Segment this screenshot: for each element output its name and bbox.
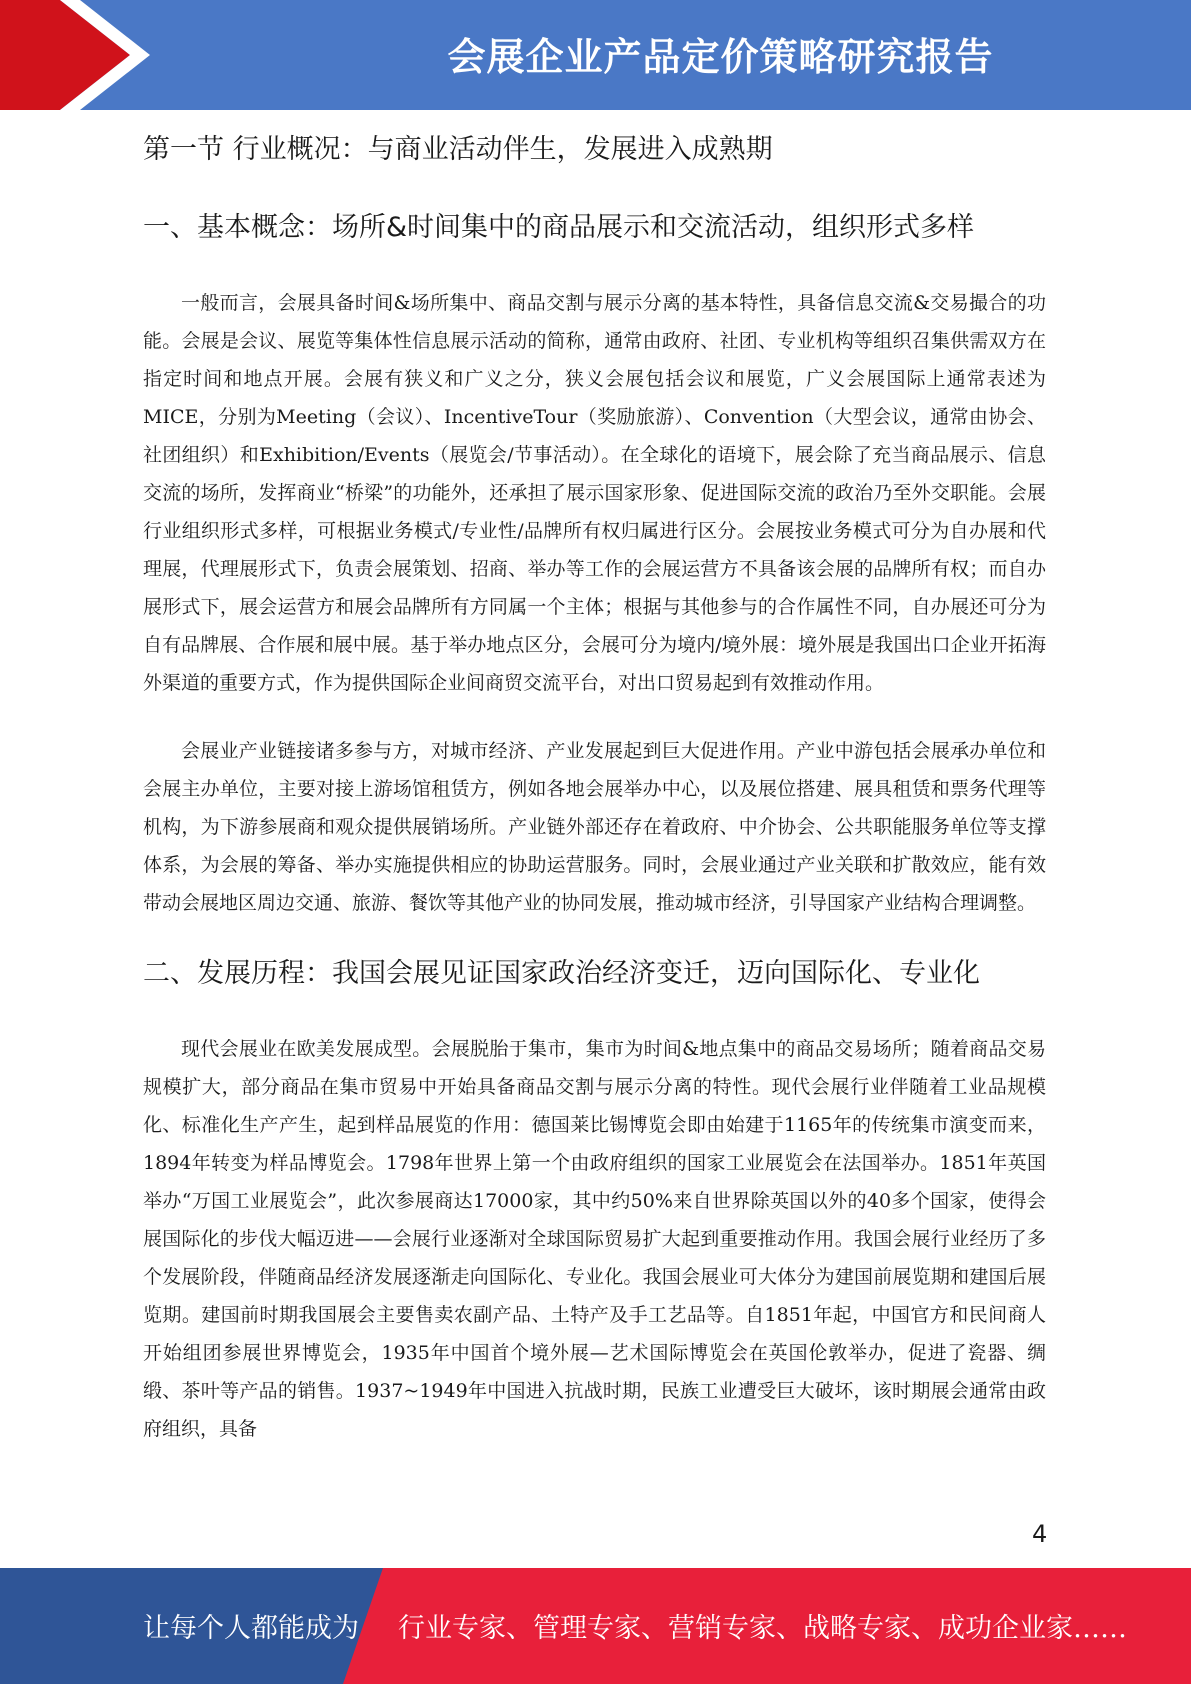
- page-number: 4: [1032, 1520, 1048, 1548]
- page-footer: [0, 1568, 1191, 1684]
- page-content: [143, 128, 1046, 1478]
- paragraph: 会展业产业链接诸多参与方，对城市经济、产业发展起到巨大促进作用。产业中游包括会展承办单位和会展主办单位，主要对接上游场馆租赁方，例如各地会展举办中心，以及展位搭建、展具租赁和票务代理等机构，为下游参展商和观众提供展销场所。产业链外部还存在着政府、中介协会、公共职能服务单位等支撑体系，为会展的筹备、举办实施提供相应的协助运营服务。同时，会展业通过产业关联和扩散效应，能有效带动会展地区周边交通、旅游、餐饮等其他产业的协同发展，推动城市经济，引导国家产业结构合理调整。: [143, 740, 1046, 914]
- footer-slogan-left: 让每个人都能成为: [143, 1613, 359, 1644]
- paragraph: 现代会展业在欧美发展成型。会展脱胎于集市，集市为时间&地点集中的商品交易场所；随着商品交易规模扩大，部分商品在集市贸易中开始具备商品交割与展示分离的特性。现代会展行业伴随着工业品规模化、标准化生产产生，起到样品展览的作用：德国莱比锡博览会即由始建于1165年的传统集市演变而来，1894年转变为样品博览会。1798年世界上第一个由政府组织的国家工业展览会在法国举办。1851年英国举办“万国工业展览会”，此次参展商达17000家，其中约50%来自世界除英国以外的40多个国家，使得会展国际化的步伐大幅迈进——会展行业逐渐对全球国际贸易扩大起到重要推动作用。我国会展行业经历了多个发展阶段，伴随商品经济发展逐渐走向国际化、专业化。我国会展业可大体分为建国前展览期和建国后展览期。建国前时期我国展会主要售卖农副产品、土特产及手工艺品等。自1851年起，中国官方和民间商人开始组团参展世界博览会，1935年中国首个境外展—艺术国际博览会在英国伦敦举办，促进了瓷器、绸缎、茶叶等产品的销售。1937~1949年中国进入抗战时期，民族工业遭受巨大破坏，该时期展会通常由政府组织，具备: [143, 1038, 1046, 1440]
- subsection-title-1: 一、基本概念：场所&时间集中的商品展示和交流活动，组织形式多样: [143, 212, 975, 243]
- page-header: [0, 0, 1191, 110]
- report-title: 会展企业产品定价策略研究报告: [447, 35, 994, 79]
- footer-slogan-right: 行业专家、管理专家、营销专家、战略专家、成功企业家……: [398, 1613, 1127, 1644]
- paragraph: 一般而言，会展具备时间&场所集中、商品交割与展示分离的基本特性，具备信息交流&交易撮合的功能。会展是会议、展览等集体性信息展示活动的简称，通常由政府、社团、专业机构等组织召集供需双方在指定时间和地点开展。会展有狭义和广义之分，狭义会展包括会议和展览，广义会展国际上通常表述为MICE，分别为Meeting（会议）、IncentiveTour（奖励旅游）、Convention（大型会议，通常由协会、社团组织）和Exhibition/Events（展览会/节事活动）。在全球化的语境下，展会除了充当商品展示、信息交流的场所，发挥商业“桥梁”的功能外，还承担了展示国家形象、促进国际交流的政治乃至外交职能。会展行业组织形式多样，可根据业务模式/专业性/品牌所有权归属进行区分。会展按业务模式可分为自办展和代理展，代理展形式下，负责会展策划、招商、举办等工作的会展运营方不具备该会展的品牌所有权；而自办展形式下，展会运营方和展会品牌所有方同属一个主体；根据与其他参与的合作属性不同，自办展还可分为自有品牌展、合作展和展中展。基于举办地点区分，会展可分为境内/境外展：境外展是我国出口企业开拓海外渠道的重要方式，作为提供国际企业间商贸交流平台，对出口贸易起到有效推动作用。: [143, 292, 1046, 694]
- subsection-title-2: 二、发展历程：我国会展见证国家政治经济变迁，迈向国际化、专业化: [143, 958, 980, 989]
- section-title: 第一节 行业概况：与商业活动伴生，发展进入成熟期: [143, 134, 773, 165]
